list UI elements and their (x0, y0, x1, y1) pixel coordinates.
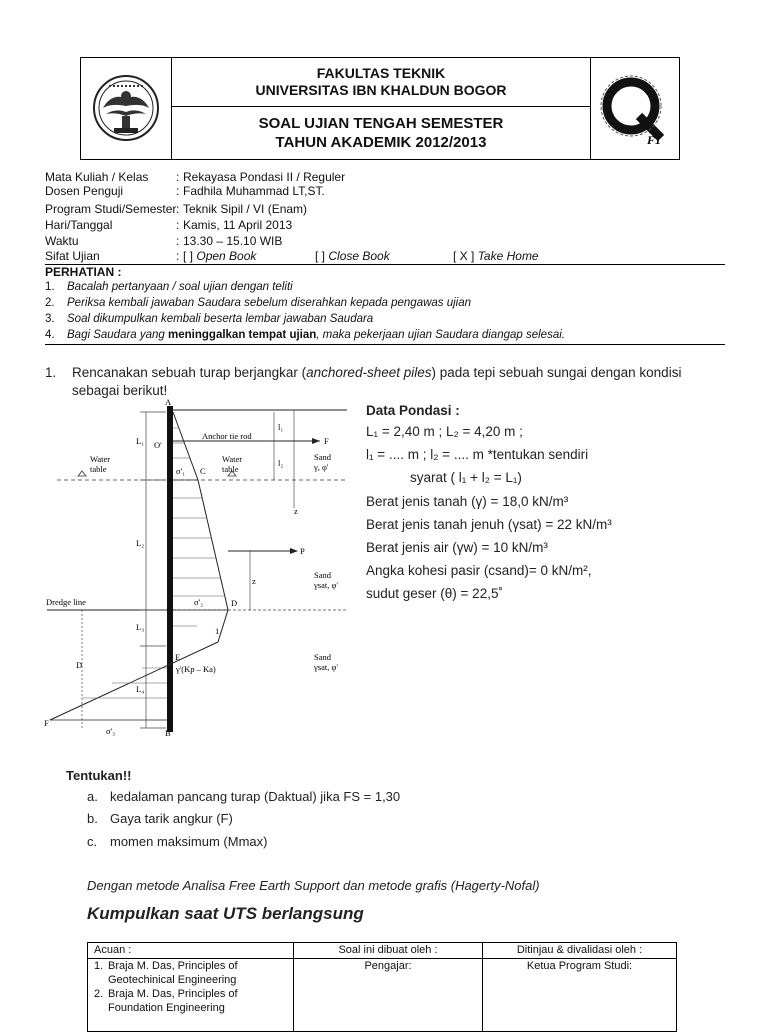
label-L3: L₃ (136, 622, 145, 632)
footer-col-author (294, 943, 483, 1031)
info-value: Teknik Sipil / VI (Enam) (183, 202, 308, 216)
footer-table (87, 942, 677, 1032)
header-title-cell (171, 58, 591, 159)
footer-header: Ditinjau & divalidasi oleh : (483, 943, 676, 959)
label-z1: z (294, 506, 298, 516)
collect-note: Kumpulkan saat UTS berlangsung (87, 904, 364, 923)
divider (45, 344, 725, 345)
academic-year: TAHUN AKADEMIK 2012/2013 (275, 134, 487, 151)
data-line: Berat jenis air (γw) = 10 kN/m³ (366, 540, 548, 555)
label-E: E (175, 652, 181, 662)
info-value: Rekayasa Pondasi II / Reguler (183, 170, 346, 184)
label-F: F (44, 718, 49, 728)
label-sand: Sand (314, 570, 331, 580)
checkbox-open-book: [ ] Open Book (183, 249, 257, 263)
header-exam (171, 107, 591, 159)
label-sigma1: σ'₁ (176, 466, 186, 476)
label-table: table (90, 464, 107, 474)
data-line: Berat jenis tanah jenuh (γsat) = 22 kN/m³ (366, 517, 612, 532)
right-logo-cell (590, 58, 679, 159)
label-O: O' (154, 440, 162, 450)
data-line: L₁ = 2,40 m ; L₂ = 4,20 m ; (366, 424, 523, 439)
faculty-name: FAKULTAS TEKNIK (316, 65, 446, 81)
footer-body (88, 959, 293, 1031)
label-B: B (165, 728, 171, 738)
footer-body: Pengajar: (364, 960, 412, 972)
label-one: 1 (215, 626, 220, 636)
reference-item-cont: Geotechinical Engineering (108, 974, 237, 986)
info-label: Hari/Tanggal (45, 218, 113, 232)
label-sand-props: γsat, φ' (314, 580, 338, 590)
label-sand-props: γsat, φ' (314, 662, 338, 672)
label-L2: L₂ (136, 538, 145, 548)
task-b: Gaya tarik angkur (F) (110, 811, 233, 826)
notice-title: PERHATIAN : (45, 265, 122, 279)
label-water: Water (90, 454, 111, 464)
question-number: 1. (45, 365, 57, 380)
reference-item: 2. Braja M. Das, Principles of (94, 988, 238, 1000)
label-P: P (300, 546, 305, 556)
info-label: Sifat Ujian (45, 249, 100, 263)
footer-header: Acuan : (88, 943, 293, 959)
info-label: Waktu (45, 234, 79, 248)
data-line: sudut geser (θ) = 22,5˚ (366, 586, 503, 601)
question-text-line2: sebagai berikut! (72, 383, 168, 398)
label-sand: Sand (314, 652, 331, 662)
svg-text:F1: F1 (647, 133, 662, 147)
checkbox-close-book: [ ] Close Book (315, 249, 390, 263)
header-table (80, 57, 680, 160)
task-marker: c. (87, 834, 98, 849)
label-anchor-rod: Anchor tie rod (202, 431, 252, 441)
data-line: syarat ( l₁ + l₂ = L₁) (410, 470, 522, 485)
info-label: Program Studi/Semester (45, 202, 177, 216)
method-note: Dengan metode Analisa Free Earth Support dan metode grafis (Hagerty-Nofal) (87, 878, 540, 893)
label-sigma2: σ'₂ (194, 597, 204, 607)
quality-q-logo-icon (591, 58, 679, 159)
label-z2: z (252, 576, 256, 586)
label-table: table (222, 464, 239, 474)
notice-item: 3. Soal dikumpulkan kembali beserta lembar jawaban Saudara (45, 313, 374, 325)
sheet-pile-diagram (42, 398, 358, 740)
task-a: kedalaman pancang turap (Daktual) jika FS = 1,30 (110, 789, 401, 804)
label-anchor-F: F (324, 436, 329, 446)
notice-item: 4. Bagi Saudara yang meninggalkan tempat ujian, maka pekerjaan ujian Saudara diangap selesai. (45, 329, 565, 341)
label-A: A (165, 398, 172, 407)
task-marker: b. (87, 811, 98, 826)
header-institution (171, 58, 591, 107)
footer-col-validator (483, 943, 676, 1031)
label-water: Water (222, 454, 243, 464)
divider (45, 264, 725, 265)
footer-body: Ketua Program Studi: (526, 960, 633, 972)
label-dredge-line: Dredge line (46, 597, 86, 607)
task-c: momen maksimum (Mmax) (110, 834, 268, 849)
label-D: D (231, 598, 238, 608)
footer-header: Soal ini dibuat oleh : (294, 943, 482, 959)
data-line: l₁ = .... m ; l₂ = .... m *tentukan sendiri (366, 447, 589, 462)
data-title: Data Pondasi : (366, 403, 460, 418)
label-sand-props: γ, φ' (314, 462, 329, 472)
task-marker: a. (87, 789, 98, 804)
sheet-pile (167, 406, 173, 732)
info-label: Dosen Penguji (45, 184, 124, 198)
footer-col-references (88, 943, 294, 1031)
notice-item: 1. Bacalah pertanyaan / soal ujian dengan teliti (45, 281, 293, 293)
notice-item: 2. Periksa kembali jawaban Saudara sebelum diserahkan kepada pengawas ujian (45, 297, 472, 309)
label-sigma3: σ'₃ (106, 726, 116, 736)
university-name: UNIVERSITAS IBN KHALDUN BOGOR (255, 82, 507, 98)
left-logo-cell (81, 58, 172, 159)
question-text: Rencanakan sebuah turap berjangkar (anchored-sheet piles) pada tepi sebuah sungai dengan kondisi (72, 365, 682, 380)
label-L1: L₁ (136, 436, 145, 446)
info-value: 13.30 – 15.10 WIB (183, 234, 283, 248)
label-kp-ka: γ'(Kp – Ka) (176, 664, 216, 674)
label-L4: L₄ (136, 684, 145, 694)
checkbox-take-home: [ X ] Take Home (453, 249, 539, 263)
data-line: Berat jenis tanah (γ) = 18,0 kN/m³ (366, 494, 569, 509)
reference-item-cont: Foundation Engineering (108, 1002, 225, 1014)
label-l1: l₁ (278, 422, 284, 432)
label-C: C (200, 466, 206, 476)
info-value: Fadhila Muhammad LT,ST. (183, 184, 325, 198)
tasks-title: Tentukan!! (66, 768, 132, 783)
university-seal-icon (81, 58, 171, 159)
data-line: Angka kohesi pasir (csand)= 0 kN/m², (366, 563, 592, 578)
info-value: Kamis, 11 April 2013 (183, 218, 293, 232)
label-l2: l₂ (278, 458, 284, 468)
exam-title: SOAL UJIAN TENGAH SEMESTER (258, 115, 504, 132)
info-label: Mata Kuliah / Kelas (45, 170, 149, 184)
reference-item: 1. Braja M. Das, Principles of (94, 960, 238, 972)
label-D-depth: D (76, 660, 83, 670)
label-sand: Sand (314, 452, 331, 462)
